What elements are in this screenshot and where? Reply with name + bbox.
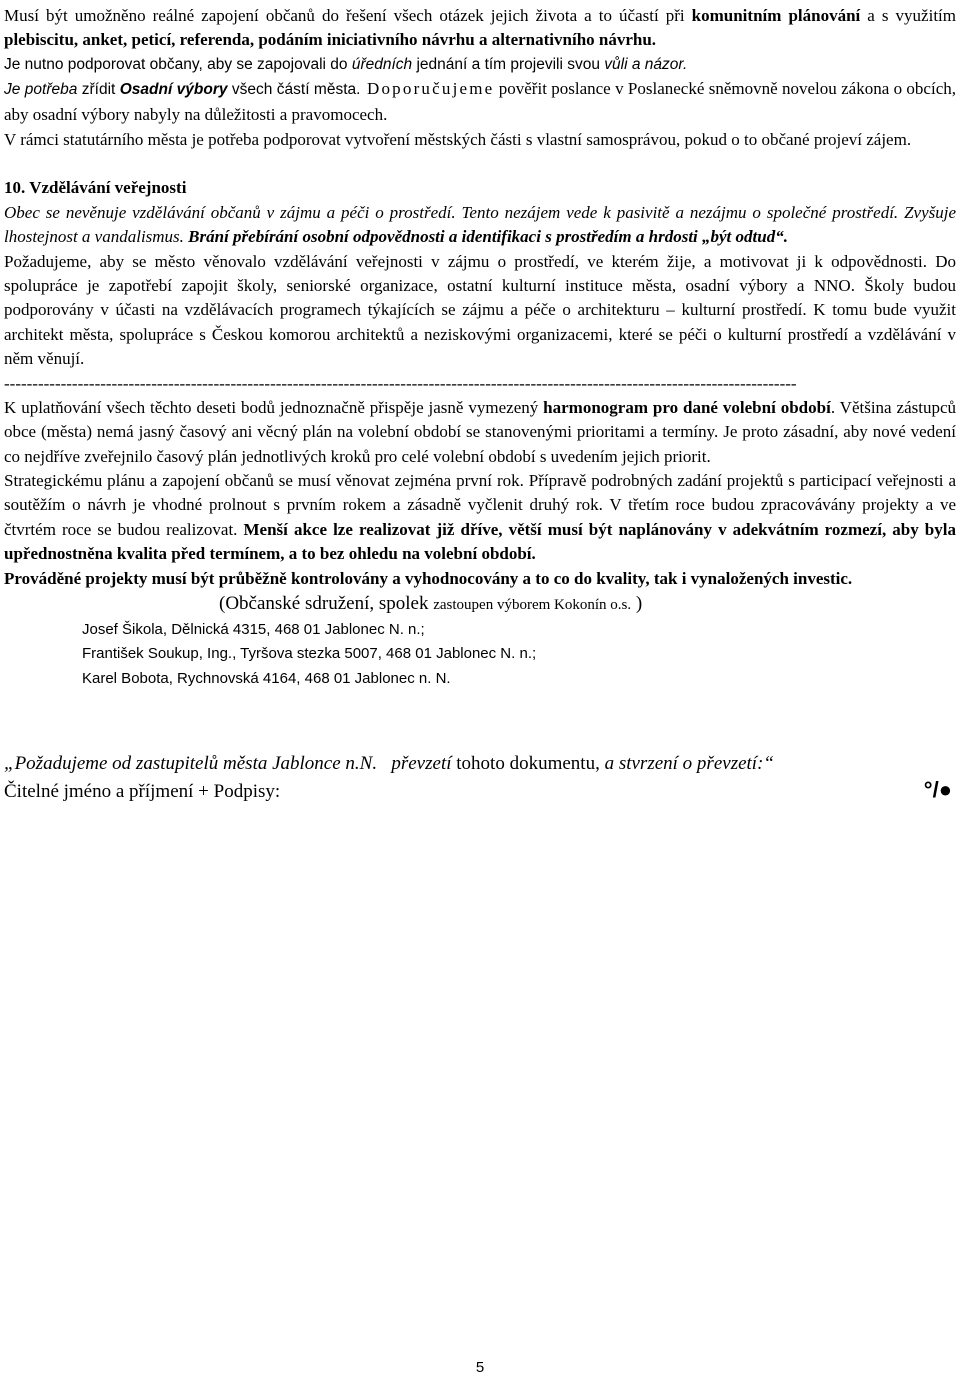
section-10-intro: Obec se nevěnuje vzdělávání občanů v zájmu a péči o prostředí. Tento nezájem vede k pasivitě a nezájmu o společné prostředí. Zvyšuje lhostejnost a vandalismus. Brání přebírání osobní odpovědnosti a identifikaci s prostředím a hrdosti „být odtud“. — [4, 202, 956, 247]
section-divider: -------------------------------------------------------------------------------------------------------------------------------------------- — [4, 373, 797, 393]
section-10-heading: 10. Vzdělávání veřejnosti — [4, 178, 187, 198]
harmonogram-emphasis: harmonogram pro dané volební období — [543, 397, 831, 417]
control-paragraph: Prováděné projekty musí být průběžně kontrolovány a vyhodnocovány a to co do kvality, tak i vynaložených investic. — [4, 568, 853, 588]
districts-paragraph: V rámci statutárního města je potřeba podporovat vytvoření městských části s vlastní samosprávou, pokud o to občané projeví zájem. — [4, 130, 912, 150]
community-planning-emphasis: komunitním plánování — [691, 6, 861, 25]
engagement-paragraph: Je nutno podporovat občany, aby se zapojovali do úředních jednání a tím projevili svou vůli a názor. Je potřeba zřídit Osadní výbory všech částí města. Doporučujeme pověřit poslance v Poslanecké sněmovně novelou zákona o obcích, aby osadní výbory nabyly na důležitosti a pravomocech. — [4, 55, 956, 124]
handover-request: „Požadujeme od zastupitelů města Jablonce n.N. převzetí tohoto dokumentu, a stvrzení o převzetí:“ — [4, 753, 774, 775]
osadni-vybory-emphasis: Osadní výbory — [119, 81, 228, 99]
harmonogram-paragraph: K uplatňování všech těchto deseti bodů jednoznačně přispěje jasně vymezený harmonogram pro dané volební období. Většina zástupců obce (města) nemá jasný časový ani věcný plán na volební období se stanovenými prioritami a termíny. Je proto zásadní, aby nové vedení co nejdříve zveřejnilo časový plán jednotlivých kroků pro celé volební období s uvedením jejich priorit. — [4, 397, 956, 466]
strategy-paragraph: Strategickému plánu a zapojení občanů se musí věnovat zejména první rok. Přípravě podrobných zadání projektů s participací veřejnosti a soutěžím o návrh je vhodné prolnout s prvním rokem a zásadně vyčlenit druhý rok. V třetím roce budou zpracovávány projekty a ve čtvrtém roce se budou realizovat. Menší akce lze realizovat již dříve, větší musí být naplánovány v adekvátním rozmezí, aby byla upřednostněna kvalita před termínem, a to bez ohledu na volební období. — [4, 470, 956, 564]
section-10-body: Požadujeme, aby se město věnovalo vzdělávání veřejnosti v zájmu o prostředí, ve kterém žije, a motivovat ji k odpovědnosti. Do spolupráce je zapotřebí zapojit školy, seniorské organizace, ostatní kulturní instituce města, osadní výbory a NNO. Školy budou podporovány v účasti na vzdělávacích programech týkajících se zájmu a péče o architekturu – kulturní prostředí. K tomu bude využit architekt města, spolupráce s Českou komorou architektů a neziskovými organizacemi, které se péči o kulturní prostředí a vzdělávání v něm věnují. — [4, 251, 956, 369]
signature-line — [4, 777, 956, 805]
participation-tools-emphasis: plebiscitu, anket, peticí, referenda, podáním iniciativního návrhu a alternativního návrhu. — [4, 30, 657, 50]
association-heading: (Občanské sdružení, spolek zastoupen výborem Kokonín o.s. ) — [219, 592, 643, 614]
document-page — [4, 4, 956, 805]
quality-emphasis: Menší akce lze realizovat již dříve, větší musí být naplánovány v adekvátním rozmezí, aby byla upřednostněna kvalita před termínem, a to bez ohledu na volební období. — [4, 519, 956, 564]
signature-label: Čitelné jméno a příjmení + Podpisy: — [4, 781, 281, 803]
recommend-emphasis: Doporučujeme — [360, 79, 495, 99]
page-number: 5 — [475, 1359, 485, 1376]
signatory: Karel Bobota, Rychnovská 4164, 468 01 Jablonec n. N. — [82, 669, 451, 687]
participation-paragraph: Musí být umožněno reálné zapojení občanů do řešení všech otázek jejich života a to účastí při komunitním plánování a s využitím plebiscitu, anket, peticí, referenda, podáním iniciativního návrhu a alternativního návrhu. — [4, 6, 956, 50]
signatory: František Soukup, Ing., Tyršova stezka 5007, 468 01 Jablonec N. n.; — [82, 645, 537, 663]
signature-mark: °/● — [923, 777, 952, 803]
signatories-list — [4, 618, 956, 692]
signatory: Josef Šikola, Dělnická 4315, 468 01 Jablonec N. n.; — [82, 620, 425, 638]
